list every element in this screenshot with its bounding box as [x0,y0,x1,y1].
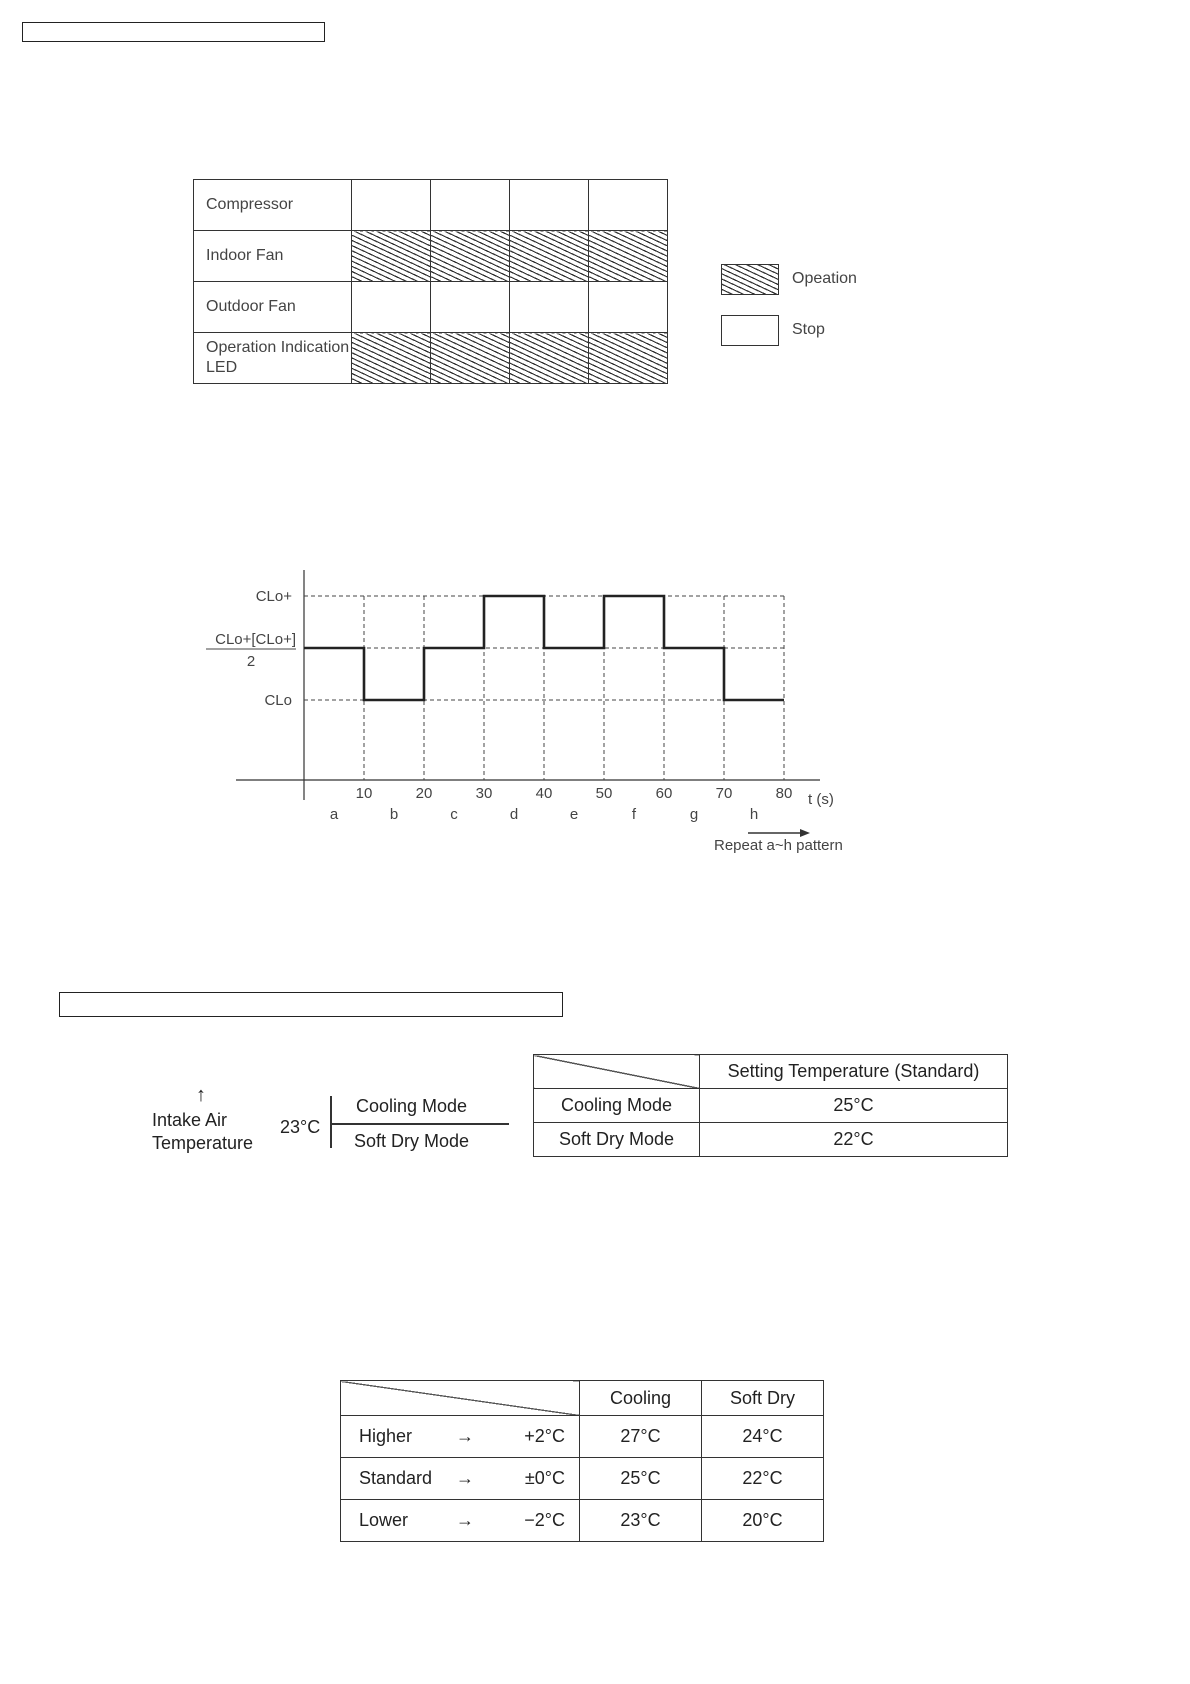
segment-label: c [450,806,458,823]
step-chart [200,560,860,870]
stop-cell [589,282,668,333]
x-tick-label: 40 [535,785,553,802]
segment-label: a [329,806,339,823]
offset-row [341,1500,824,1542]
setting-row-value: 22°C [700,1123,1008,1157]
stop-cell [431,282,510,333]
operation-table [193,179,668,384]
level-label-high: CLo+ [255,588,292,605]
selection-upper-mode: Cooling Mode [356,1096,468,1116]
operation-row-label: Outdoor Fan [194,282,352,333]
operation-cell [589,231,668,282]
operation-cell [431,333,510,384]
selection-vertical-line [330,1096,332,1148]
operation-cell [431,231,510,282]
operation-cell [589,333,668,384]
offset-arrow: → [456,1426,474,1446]
offset-value: ±0°C [524,1468,565,1488]
offset-soft-dry-value: 24°C [702,1416,824,1458]
offset-row-label-cell [341,1500,580,1542]
segment-label: e [569,806,579,823]
setting-row-mode: Cooling Mode [534,1089,700,1123]
offset-row-label: Higher [359,1426,413,1446]
offset-soft-dry-value: 20°C [702,1500,824,1542]
section-header-box [59,992,563,1017]
offset-soft-dry-value: 22°C [702,1458,824,1500]
offset-arrow: → [456,1468,474,1488]
setting-row-mode: Soft Dry Mode [534,1123,700,1157]
x-tick-label: 30 [475,785,493,802]
offset-table-diagonal-cell [341,1381,580,1416]
intake-arrow: ↑ [196,1084,206,1106]
operation-row [194,180,668,231]
segment-label: b [389,806,399,823]
setting-table-header: Setting Temperature (Standard) [700,1055,1008,1089]
segment-label: g [689,806,699,823]
operation-row [194,231,668,282]
x-tick-label: 10 [355,785,373,802]
offset-row [341,1416,824,1458]
stop-cell [431,180,510,231]
offset-row [341,1458,824,1500]
offset-cooling-value: 27°C [580,1416,702,1458]
stop-cell [352,180,431,231]
intake-label-line1: Intake Air [152,1110,228,1130]
level-label-mid-denominator: 2 [246,653,256,670]
segment-label: h [749,806,759,823]
setting-row-value: 25°C [700,1089,1008,1123]
intake-label-line2: Temperature [152,1133,254,1153]
page-header-box [22,22,325,42]
operation-row-label: Indoor Fan [194,231,352,282]
legend-operation-swatch [721,264,779,295]
stop-cell [510,180,589,231]
legend-stop-swatch [721,315,779,346]
offset-cooling-value: 23°C [580,1500,702,1542]
stop-cell [589,180,668,231]
operation-row [194,333,668,384]
legend-stop-label: Stop [792,321,825,338]
operation-cell [510,231,589,282]
level-label-low: CLo [264,692,292,709]
operation-cell [352,333,431,384]
x-axis-label: t (s) [808,791,834,808]
offset-value: −2°C [524,1510,565,1530]
x-tick-label: 50 [595,785,613,802]
offset-row-label: Lower [359,1510,409,1530]
offset-row-label-cell [341,1458,580,1500]
threshold-temperature: 23°C [280,1117,321,1137]
operation-row [194,282,668,333]
x-tick-label: 20 [415,785,433,802]
operation-row-label: Compressor [194,180,352,231]
temperature-offset-table [340,1380,824,1542]
repeat-arrowhead [800,829,810,837]
setting-temperature-table [533,1054,1008,1157]
x-tick-label: 70 [715,785,733,802]
setting-table-diagonal-cell [534,1055,700,1089]
repeat-annotation: Repeat a~h pattern [714,837,843,854]
offset-arrow: → [456,1510,474,1530]
segment-label: d [509,806,519,823]
offset-header-cooling: Cooling [580,1381,702,1416]
x-tick-label: 60 [655,785,673,802]
offset-cooling-value: 25°C [580,1458,702,1500]
segment-label: f [631,806,637,823]
selection-horizontal-line [331,1123,509,1125]
operation-cell [510,333,589,384]
offset-value: +2°C [524,1426,565,1446]
offset-header-soft-dry: Soft Dry [702,1381,824,1416]
x-tick-label: 80 [775,785,793,802]
operation-row-label: Operation Indication LED [194,333,352,384]
selection-lower-mode: Soft Dry Mode [354,1131,470,1151]
operation-cell [352,231,431,282]
legend-operation-label: Opeation [792,270,857,287]
stop-cell [510,282,589,333]
offset-row-label-cell [341,1416,580,1458]
stop-cell [352,282,431,333]
level-label-mid-numerator: CLo+[CLo+] [215,631,296,648]
offset-row-label: Standard [359,1468,433,1488]
